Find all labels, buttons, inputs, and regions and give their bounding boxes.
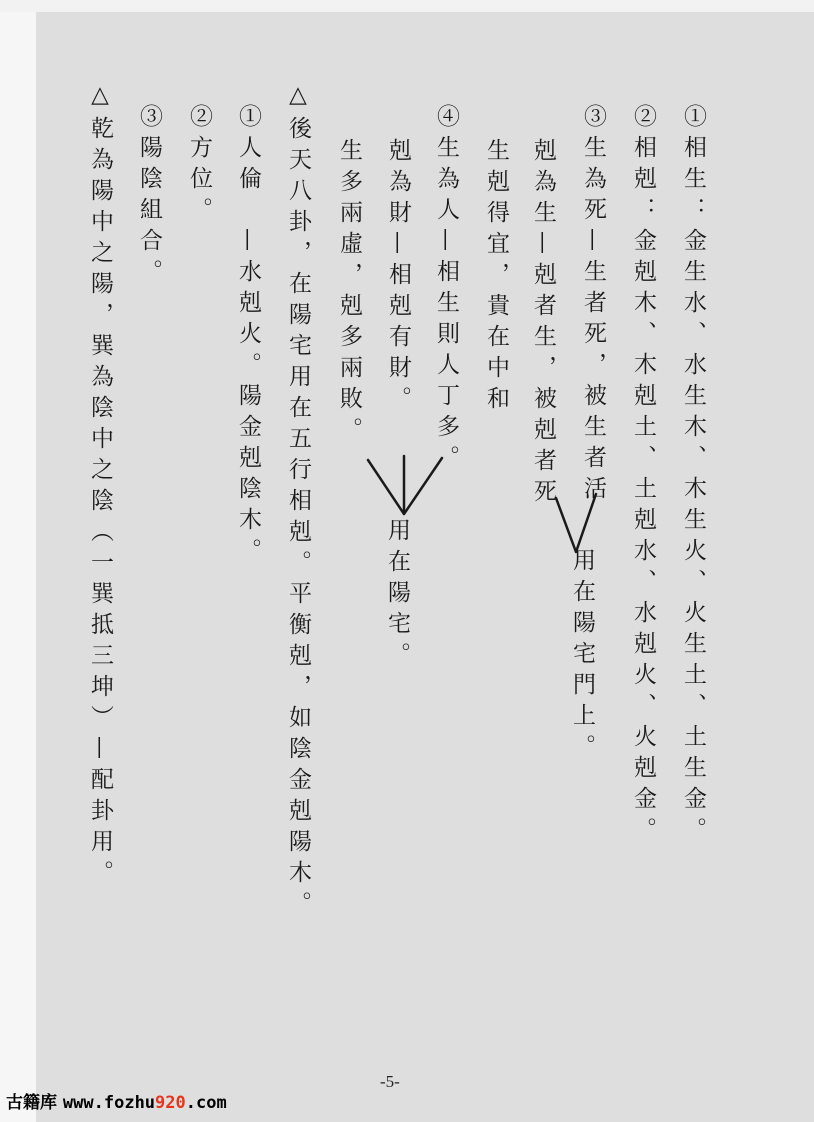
text-column-6: ④生為人—相生則人丁多。: [433, 104, 459, 476]
text-column-4: 剋為生—剋者生，被剋者死: [530, 138, 556, 510]
text-column-5: 生剋得宜，貴在中和: [483, 138, 509, 417]
text-column-12: ③陽陰組合。: [136, 104, 162, 290]
text-column-8: 生多兩虛，剋多兩敗。: [336, 138, 362, 448]
scan-margin-top: [0, 0, 814, 12]
text-column-7-note: 用在陽宅。: [384, 518, 410, 673]
text-column-11: ②方位。: [186, 104, 212, 228]
text-column-7: 剋為財—相剋有財。: [385, 138, 411, 417]
bracket-v-mark-2: [364, 452, 448, 522]
page-number: -5-: [380, 1072, 400, 1091]
bracket-v-mark-1: [552, 492, 602, 562]
text-column-10: ①人倫 —水剋火。陽金剋陰木。: [235, 104, 261, 569]
watermark-url-suffix: .com: [185, 1093, 227, 1113]
text-column-1: ①相生：金生水、水生木、木生火、火生土、土生金。: [680, 104, 706, 848]
text-column-4-note: 用在陽宅門上。: [569, 548, 595, 765]
site-watermark: [6, 1088, 227, 1113]
text-column-13: △乾為陽中之陽，巽為陰中之陰（一巽抵三坤）—配卦用。: [87, 82, 113, 891]
text-column-2: ②相剋：金剋木、木剋土、土剋水、水剋火、火剋金。: [630, 104, 656, 848]
watermark-brand: 古籍库: [6, 1093, 57, 1113]
watermark-url-number: 920: [155, 1093, 186, 1113]
text-column-9: △後天八卦，在陽宅用在五行相剋。平衡剋，如陰金剋陽木。: [285, 82, 311, 922]
watermark-url-prefix: www.fozhu: [62, 1093, 156, 1113]
scan-margin-left: [0, 0, 36, 1122]
text-column-3: ③生為死—生者死，被生者活: [580, 104, 606, 507]
